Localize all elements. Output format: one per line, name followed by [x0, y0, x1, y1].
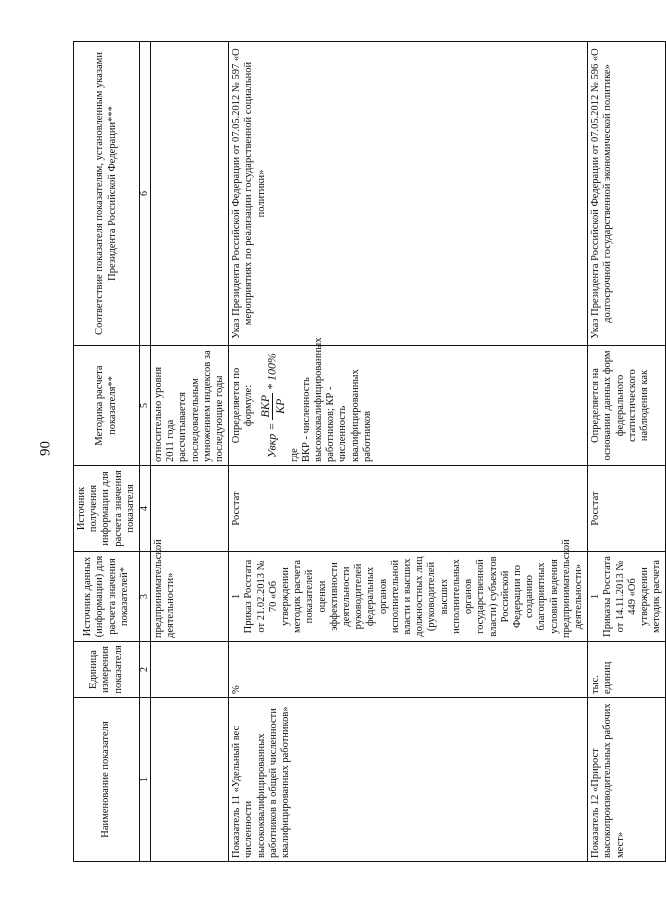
col-number: 4: [140, 466, 151, 552]
indicator-11-source: [229, 539, 588, 642]
formula-rhs: * 100%: [263, 352, 278, 390]
indicator-12-name: Показатель 12 «Прирост высокопроизводительных рабочих мест»: [588, 698, 666, 862]
header-unit: Единица измерения показателя: [74, 642, 140, 698]
table-row-continuation: [151, 42, 229, 862]
table-header-row: [74, 42, 140, 862]
table-row-indicator-12: [588, 42, 666, 862]
indicator-11-unit: %: [229, 642, 588, 698]
col-number: 1: [140, 698, 151, 862]
indicators-table: [73, 41, 666, 862]
header-data-source: Источник данных (информации) для расчета значения показателей*: [74, 552, 140, 642]
indicator-11-method: [229, 337, 588, 466]
indicator-11-source-text: Приказ Росстата от 21.02.2013 № 70 «Об утверждении методик расчета показателей оценки эффективности деятельности руководителей федеральных органов исполнительной власти и высших должностных лиц (руководителей высших исполнительных органов государственной власти) субъектов Российской Федерации по созданию благоприятных условий ведения предпринимательской деятельности»: [243, 539, 584, 638]
indicator-12-source-text: Приказы Росстата от 14.11.2013 № 449 «Об утверждении методик расчета: [602, 556, 663, 637]
indicator-12-origin: Росстат: [588, 466, 666, 552]
indicator-11-formula: [258, 349, 287, 462]
cont-source-text: предпринимательской деятельности»: [151, 552, 229, 642]
table-row-indicator-11: [229, 42, 588, 862]
indicator-12-decree: Указ Президента Российской Федерации от 07.05.2012 № 596 «О долгосрочной государственной экономической политике»: [588, 42, 666, 346]
indicator-12-source-number: 1: [590, 593, 602, 600]
header-indicator-name: Наименование показателя: [74, 698, 140, 862]
indicator-11-method-intro: Определяется по формуле:: [231, 367, 255, 444]
formula-lhs: Увкр =: [263, 422, 278, 459]
indicator-11-method-where: где: [288, 448, 300, 462]
indicator-12-source: [588, 552, 666, 642]
indicator-11-source-number: 1: [231, 593, 243, 600]
indicator-12-method: Определяется на основании данных форм федерального статистического наблюдения как: [588, 346, 666, 466]
column-number-row: [140, 42, 151, 862]
header-info-origin: Источник получения информации для расчета значения показателя: [74, 466, 140, 552]
indicator-11-method-body: ВКР - численность высококвалифицированных работников; КР - численность квалифицированных работников: [300, 337, 373, 462]
cont-method-text: относительно уровня 2011 года рассчитывается последовательным умножением индексов за последующие годы: [151, 346, 229, 466]
col-number: 6: [140, 42, 151, 346]
page-number: 90: [37, 441, 54, 456]
formula-numerator: ВКР: [257, 394, 272, 418]
rotated-table-container: [73, 42, 663, 862]
formula-denominator: КР: [272, 398, 287, 414]
indicator-12-unit: тыс. единиц: [588, 642, 666, 698]
header-method: Методика расчета показателя**: [74, 346, 140, 466]
indicator-11-name: Показатель 11 «Удельный вес численности высококвалифицированных работников в общей численности квалифицированных работников»: [229, 698, 588, 862]
col-number: 2: [140, 642, 151, 698]
formula-fraction: [258, 393, 287, 420]
col-number: 5: [140, 346, 151, 466]
indicator-11-origin: Росстат: [229, 466, 588, 552]
header-decree: Соответствие показателя показателям, установленным указами Президента Российской Федерации***: [74, 42, 140, 346]
col-number: 3: [140, 552, 151, 642]
indicator-11-decree: Указ Президента Российской Федерации от 07.05.2012 № 597 «О мероприятиях по реализации государственной социальной политики»: [229, 42, 588, 346]
